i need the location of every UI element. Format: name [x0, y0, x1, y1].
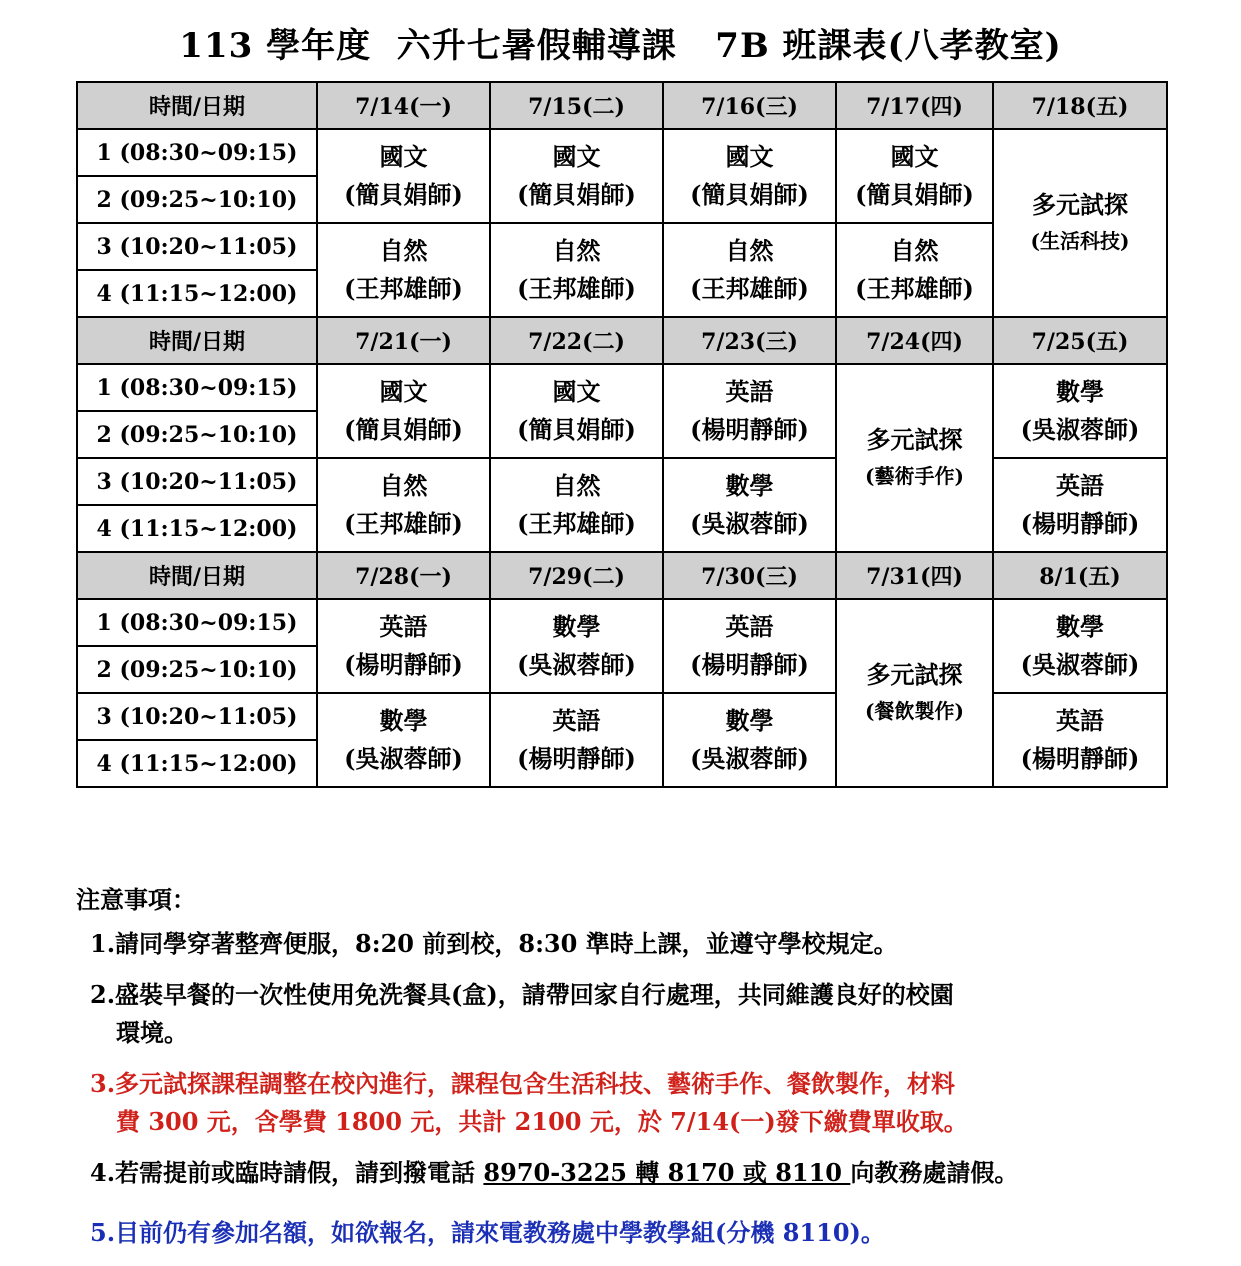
explore-title: 多元試探: [1032, 190, 1128, 219]
teacher-name: (簡貝娟師): [517, 180, 636, 209]
date-header: 7/21(一): [317, 317, 490, 364]
subject-name: 自然: [890, 236, 939, 265]
subject-name: 自然: [379, 471, 428, 500]
notes-heading: 注意事項：: [76, 885, 196, 914]
time-date-header: 時間/日期: [77, 317, 317, 364]
teacher-name: (簡貝娟師): [517, 415, 636, 444]
notes-section: [76, 880, 1166, 1265]
teacher-name: (吳淑蓉師): [517, 650, 636, 679]
class-cell: [663, 223, 836, 317]
period-row: [77, 599, 1167, 646]
teacher-name: (吳淑蓉師): [690, 509, 809, 538]
period-row: [77, 364, 1167, 411]
date-header: 7/23(三): [663, 317, 836, 364]
class-cell: [490, 129, 663, 223]
time-date-header: 時間/日期: [77, 552, 317, 599]
period-time: 4 (11:15~12:00): [77, 740, 317, 787]
period-time: 1 (08:30~09:15): [77, 599, 317, 646]
subject-name: 國文: [552, 377, 601, 406]
teacher-name: (楊明靜師): [1020, 509, 1140, 538]
teacher-name: (簡貝娟師): [344, 415, 463, 444]
page-title: 113 學年度 六升七暑假輔導課 7B 班課表(八孝教室): [179, 26, 1062, 66]
period-row: [77, 458, 1167, 505]
note-3: [90, 1065, 1166, 1141]
phone-number: 8970-3225 轉 8170 或 8110: [483, 1158, 851, 1187]
subject-name: 數學: [552, 612, 601, 641]
date-header: 7/14(一): [317, 82, 490, 129]
subject-name: 英語: [725, 612, 774, 641]
class-cell: [317, 223, 490, 317]
subject-name: 國文: [379, 377, 428, 406]
teacher-name: (簡貝娟師): [690, 180, 809, 209]
note-3-line-2: 費 300 元，含學費 1800 元，共計 2100 元，於 7/14(一)發下繳費單收取。: [116, 1107, 968, 1136]
subject-name: 國文: [725, 142, 774, 171]
subject-name: 數學: [725, 471, 774, 500]
period-time: 2 (09:25~10:10): [77, 411, 317, 458]
explore-subtitle: (藝術手作): [865, 464, 964, 488]
teacher-name: (簡貝娟師): [344, 180, 463, 209]
subject-name: 自然: [725, 236, 774, 265]
date-header: 7/31(四): [836, 552, 993, 599]
period-time: 4 (11:15~12:00): [77, 505, 317, 552]
class-cell: [663, 599, 836, 693]
explore-subtitle: (餐飲製作): [865, 699, 964, 723]
class-cell: [317, 693, 490, 787]
time-date-header: 時間/日期: [77, 82, 317, 129]
note-4-text-end: 向教務處請假。: [850, 1158, 1019, 1187]
subject-name: 英語: [1056, 706, 1104, 735]
teacher-name: (簡貝娟師): [855, 180, 974, 209]
note-2: [90, 976, 1166, 1052]
explore-title: 多元試探: [866, 660, 963, 689]
subject-name: 英語: [725, 377, 774, 406]
period-time: 1 (08:30~09:15): [77, 129, 317, 176]
class-cell: [317, 458, 490, 552]
subject-name: 數學: [379, 706, 428, 735]
note-2-line-2: 環境。: [116, 1018, 188, 1047]
period-time: 3 (10:20~11:05): [77, 223, 317, 270]
class-cell: [993, 458, 1167, 552]
date-header: 7/28(一): [317, 552, 490, 599]
period-time: 2 (09:25~10:10): [77, 646, 317, 693]
period-time: 2 (09:25~10:10): [77, 176, 317, 223]
teacher-name: (王邦雄師): [517, 509, 636, 538]
header-row: [77, 317, 1167, 364]
date-header: 7/15(二): [490, 82, 663, 129]
subject-name: 自然: [379, 236, 428, 265]
class-cell: [490, 458, 663, 552]
note-5-text: 5.目前仍有參加名額，如欲報名，請來電教務處中學教學組(分機 8110)。: [90, 1218, 885, 1247]
class-cell: [993, 599, 1167, 693]
teacher-name: (楊明靜師): [517, 744, 636, 773]
class-cell: [490, 693, 663, 787]
class-cell: [663, 364, 836, 458]
subject-name: 自然: [552, 471, 601, 500]
period-row: [77, 693, 1167, 740]
class-cell: [836, 223, 993, 317]
class-cell: [490, 223, 663, 317]
note-1: [90, 925, 1166, 963]
subject-name: 數學: [1056, 377, 1104, 406]
date-header: 7/16(三): [663, 82, 836, 129]
class-cell: [836, 129, 993, 223]
schedule-table: [76, 81, 1168, 788]
class-cell: [663, 129, 836, 223]
teacher-name: (王邦雄師): [344, 274, 463, 303]
teacher-name: (楊明靜師): [1020, 744, 1140, 773]
period-row: [77, 129, 1167, 176]
explore-course: [836, 599, 993, 787]
date-header: 7/29(二): [490, 552, 663, 599]
date-header: 7/22(二): [490, 317, 663, 364]
subject-name: 數學: [725, 706, 774, 735]
note-5: [90, 1214, 1166, 1252]
class-cell: [993, 364, 1167, 458]
date-header: 7/24(四): [836, 317, 993, 364]
class-cell: [317, 599, 490, 693]
header-row: [77, 82, 1167, 129]
subject-name: 自然: [552, 236, 601, 265]
teacher-name: (王邦雄師): [344, 509, 463, 538]
period-time: 1 (08:30~09:15): [77, 364, 317, 411]
date-header: 7/18(五): [993, 82, 1167, 129]
teacher-name: (吳淑蓉師): [1020, 415, 1140, 444]
subject-name: 英語: [379, 612, 428, 641]
subject-name: 國文: [890, 142, 939, 171]
period-time: 3 (10:20~11:05): [77, 693, 317, 740]
explore-course: [993, 129, 1167, 317]
explore-course: [836, 364, 993, 552]
class-cell: [490, 364, 663, 458]
header-row: [77, 552, 1167, 599]
teacher-name: (楊明靜師): [344, 650, 463, 679]
class-cell: [490, 599, 663, 693]
date-header: 7/17(四): [836, 82, 993, 129]
teacher-name: (王邦雄師): [690, 274, 809, 303]
teacher-name: (楊明靜師): [690, 650, 809, 679]
teacher-name: (吳淑蓉師): [1020, 650, 1140, 679]
explore-subtitle: (生活科技): [1030, 229, 1130, 253]
teacher-name: (王邦雄師): [517, 274, 636, 303]
teacher-name: (王邦雄師): [855, 274, 974, 303]
note-3-line-1: 3.多元試探課程調整在校內進行，課程包含生活科技、藝術手作、餐飲製作，材料: [90, 1069, 956, 1098]
note-4-text: 4.若需提前或臨時請假，請到撥電話: [90, 1158, 484, 1187]
subject-name: 英語: [1056, 471, 1104, 500]
note-2-line-1: 2.盛裝早餐的一次性使用免洗餐具(盒)，請帶回家自行處理，共同維護良好的校園: [90, 980, 954, 1009]
explore-title: 多元試探: [866, 425, 963, 454]
date-header: 7/30(三): [663, 552, 836, 599]
class-cell: [993, 693, 1167, 787]
class-cell: [317, 129, 490, 223]
subject-name: 數學: [1056, 612, 1104, 641]
class-cell: [663, 693, 836, 787]
date-header: 8/1(五): [993, 552, 1167, 599]
subject-name: 國文: [552, 142, 601, 171]
note-4: [90, 1154, 1166, 1192]
subject-name: 國文: [379, 142, 428, 171]
date-header: 7/25(五): [993, 317, 1167, 364]
period-time: 3 (10:20~11:05): [77, 458, 317, 505]
teacher-name: (吳淑蓉師): [690, 744, 809, 773]
class-cell: [317, 364, 490, 458]
teacher-name: (吳淑蓉師): [344, 744, 463, 773]
period-time: 4 (11:15~12:00): [77, 270, 317, 317]
teacher-name: (楊明靜師): [690, 415, 809, 444]
class-cell: [663, 458, 836, 552]
note-1-text: 1.請同學穿著整齊便服，8:20 前到校，8:30 準時上課，並遵守學校規定。: [90, 929, 898, 958]
subject-name: 英語: [552, 706, 601, 735]
